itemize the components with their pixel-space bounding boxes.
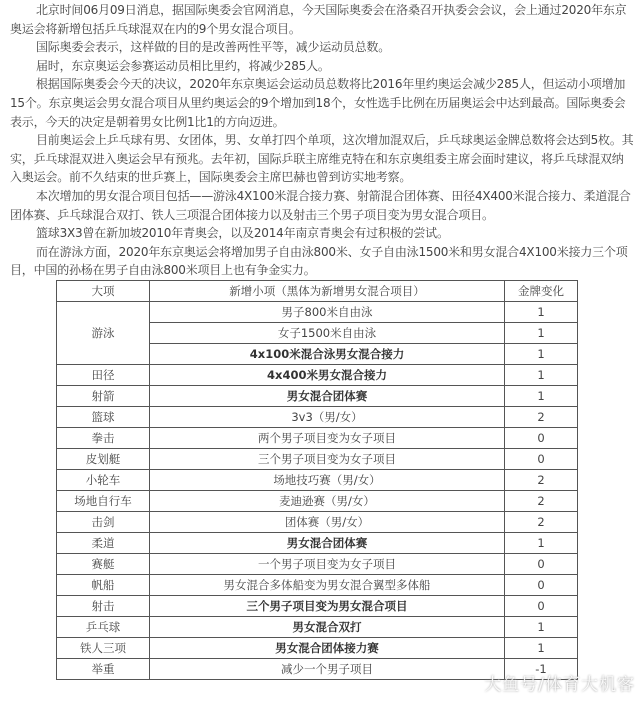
event-cell: 4x100米混合泳男女混合接力 xyxy=(150,344,505,365)
paragraph: 届时，东京奥运会参赛运动员相比里约，将减少285人。 xyxy=(36,58,330,73)
event-cell: 两个男子项目变为女子项目 xyxy=(150,428,505,449)
medal-cell: 1 xyxy=(505,617,578,638)
medal-cell: 1 xyxy=(505,533,578,554)
paragraph: 而在游泳方面，2020年东京奥运会将增加男子自由泳800米、女子自由泳1500米和男女混合4X100米接力三个项目，中国的孙杨在男子自由泳800米项目上也有争金实力。 xyxy=(10,244,628,278)
medal-cell: 1 xyxy=(505,365,578,386)
table-row xyxy=(57,491,578,512)
article-body xyxy=(10,1,634,280)
medal-cell: 2 xyxy=(505,491,578,512)
header-event: 新增小项（黑体为新增男女混合项目） xyxy=(150,281,505,302)
header-sport: 大项 xyxy=(57,281,150,302)
paragraph: 北京时间06月09日消息，据国际奥委会官网消息，今天国际奥委会在洛桑召开执委会会议，会上通过2020年东京奥运会将新增包括乒乓球混双在内的9个男女混合项目。 xyxy=(10,3,627,36)
table-row xyxy=(57,407,578,428)
sport-cell: 铁人三项 xyxy=(57,638,150,659)
event-cell: 4x400米男女混合接力 xyxy=(150,365,505,386)
table-row xyxy=(57,596,578,617)
header-medals: 金牌变化 xyxy=(505,281,578,302)
paragraph: 目前奥运会上乒乓球有男、女团体，男、女单打四个单项，这次增加混双后，乒乓球奥运金牌总数将会达到5枚。其实，乒乓球混双进入奥运会早有预兆。去年初，国际乒联主席维克特在和东京奥组委主席会面时建议，将乒乓球混双纳入奥运会。前不久结束的世乒赛上，国际奥委会主席巴赫也曾到访实地考察。 xyxy=(10,133,634,185)
paragraph: 国际奥委会表示，这样做的目的是改善两性平等，减少运动员总数。 xyxy=(36,40,391,55)
sport-cell: 场地自行车 xyxy=(57,491,150,512)
table-row xyxy=(57,554,578,575)
medal-cell: 1 xyxy=(505,386,578,407)
medal-cell: 1 xyxy=(505,323,578,344)
event-cell: 三个男子项目变为女子项目 xyxy=(150,449,505,470)
event-cell: 女子1500米自由泳 xyxy=(150,323,505,344)
event-cell: 男女混合团体赛 xyxy=(150,386,505,407)
medal-cell: 0 xyxy=(505,449,578,470)
sport-cell: 游泳 xyxy=(57,302,150,365)
table-row xyxy=(57,449,578,470)
event-cell: 男女混合多体船变为男女混合翼型多体船 xyxy=(150,575,505,596)
sport-cell: 举重 xyxy=(57,659,150,680)
event-cell: 减少一个男子项目 xyxy=(150,659,505,680)
sport-cell: 乒乓球 xyxy=(57,617,150,638)
event-cell: 三个男子项目变为男女混合项目 xyxy=(150,596,505,617)
table-row xyxy=(57,638,578,659)
sport-cell: 小轮车 xyxy=(57,470,150,491)
sport-cell: 柔道 xyxy=(57,533,150,554)
medal-cell: 0 xyxy=(505,554,578,575)
table-row xyxy=(57,617,578,638)
medal-cell: 0 xyxy=(505,575,578,596)
medal-cell: 1 xyxy=(505,302,578,323)
paragraph: 本次增加的男女混合项目包括——游泳4X100米混合接力赛、射箭混合团体赛、田径4X400米混合接力、柔道混合团体赛、乒乓球混合双打、铁人三项混合团体接力以及射击三个男子项目变为男女混合项目。 xyxy=(10,188,631,222)
table-row xyxy=(57,470,578,491)
table-row xyxy=(57,428,578,449)
medal-cell: -1 xyxy=(505,659,578,680)
medal-cell: 2 xyxy=(505,512,578,533)
event-cell: 男子800米自由泳 xyxy=(150,302,505,323)
table-row xyxy=(57,365,578,386)
watermark: 大鱼号/体育大机客 xyxy=(484,675,635,695)
medal-cell: 1 xyxy=(505,344,578,365)
medal-cell: 2 xyxy=(505,470,578,491)
sport-cell: 赛艇 xyxy=(57,554,150,575)
medal-cell: 0 xyxy=(505,596,578,617)
sport-cell: 篮球 xyxy=(57,407,150,428)
sport-cell: 帆船 xyxy=(57,575,150,596)
table-header-row xyxy=(57,281,578,302)
paragraph: 篮球3X3曾在新加坡2010年青奥会，以及2014年南京青奥会有过积极的尝试。 xyxy=(36,226,449,241)
table-row xyxy=(57,575,578,596)
event-cell: 麦迪逊赛（男/女） xyxy=(150,491,505,512)
table-row xyxy=(57,533,578,554)
table-row xyxy=(57,512,578,533)
sport-cell: 田径 xyxy=(57,365,150,386)
event-cell: 一个男子项目变为女子项目 xyxy=(150,554,505,575)
medal-cell: 2 xyxy=(505,407,578,428)
sport-cell: 皮划艇 xyxy=(57,449,150,470)
event-cell: 男女混合团体接力赛 xyxy=(150,638,505,659)
event-cell: 3v3（男/女） xyxy=(150,407,505,428)
event-cell: 团体赛（男/女） xyxy=(150,512,505,533)
sport-cell: 射箭 xyxy=(57,386,150,407)
medal-cell: 1 xyxy=(505,638,578,659)
event-cell: 男女混合双打 xyxy=(150,617,505,638)
events-table xyxy=(56,280,578,680)
event-cell: 场地技巧赛（男/女） xyxy=(150,470,505,491)
event-cell: 男女混合团体赛 xyxy=(150,533,505,554)
table-row xyxy=(57,302,578,323)
sport-cell: 射击 xyxy=(57,596,150,617)
medal-cell: 0 xyxy=(505,428,578,449)
paragraph: 根据国际奥委会今天的决议，2020年东京奥运会运动员总数将比2016年里约奥运会减少285人，但运动小项增加15个。东京奥运会男女混合项目从里约奥运会的9个增加到18个，女性选手比例在历届奥运会中达到最高。国际奥委会表示，今天的决定是朝着男女比例1比1的方向迈进。 xyxy=(10,77,626,129)
table-row xyxy=(57,386,578,407)
sport-cell: 拳击 xyxy=(57,428,150,449)
sport-cell: 击剑 xyxy=(57,512,150,533)
